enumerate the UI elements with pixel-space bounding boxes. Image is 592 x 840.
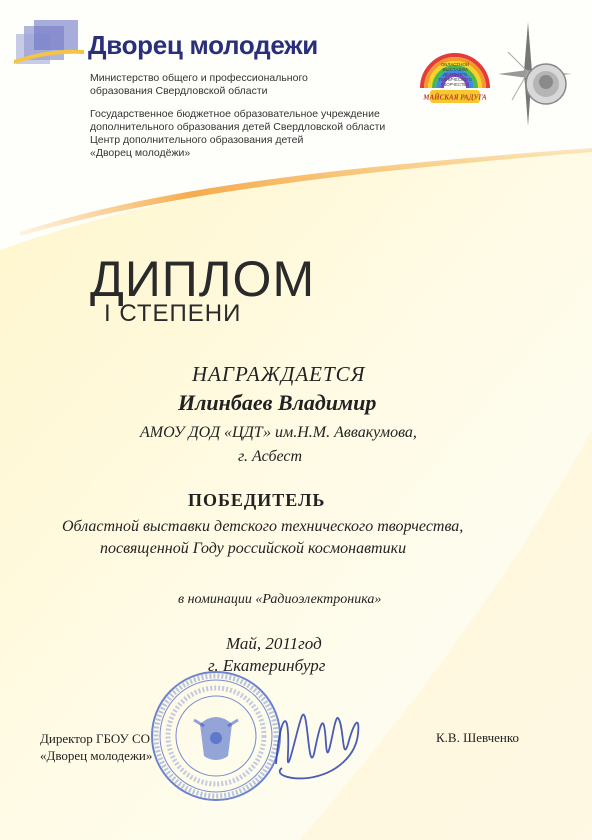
signer-position: Директор ГБОУ СО «Дворец молодежи»	[40, 731, 153, 763]
school-name: АМОУ ДОД «ЦДТ» им.Н.М. Аввакумова,	[140, 424, 417, 441]
diploma-title: ДИПЛОМ	[90, 251, 316, 307]
official-seal-stamp-icon	[148, 668, 284, 804]
organization-name: Дворец молодежи	[88, 30, 318, 60]
svg-text:ДЕТСКОГО: ДЕТСКОГО	[442, 72, 468, 77]
exhibition-line-1: Областной выставки детского технического творчества,	[62, 518, 464, 535]
rainbow-festival-logo-icon	[416, 36, 494, 116]
nomination-text: в номинации «Радиоэлектроника»	[178, 592, 382, 607]
svg-text:ТВОРЧЕСТВА: ТВОРЧЕСТВА	[441, 82, 469, 87]
diploma-degree: I СТЕПЕНИ	[104, 300, 242, 327]
signer-name: К.В. Шевченко	[436, 730, 520, 745]
cosmonaut-emblem-icon	[498, 22, 572, 126]
institution-text: Государственное бюджетное образовательное учреждение дополнительного образования детей Свердловской области Центр дополнительного образования детей «Дворец молодёжи»	[90, 108, 386, 159]
festival-ribbon-text: МАЙСКАЯ РАДУГА	[423, 93, 487, 102]
school-city: г. Асбест	[238, 448, 303, 465]
svg-text:ТЕХНИЧЕСКОГО: ТЕХНИЧЕСКОГО	[438, 77, 472, 82]
svg-text:ВЫСТАВКИ: ВЫСТАВКИ	[442, 67, 468, 72]
diploma-city: г. Екатеринбург	[208, 656, 326, 675]
recipient-name: Илинбаев Владимир	[178, 390, 377, 415]
result-title: ПОБЕДИТЕЛЬ	[188, 490, 326, 510]
handwritten-signature-icon	[268, 694, 368, 790]
ministry-text: Министерство общего и профессионального образования Свердловской области	[90, 72, 308, 97]
svg-text:ОБЛАСТНОЙ: ОБЛАСТНОЙ	[440, 62, 470, 67]
awarded-label: НАГРАЖДАЕТСЯ	[192, 362, 366, 386]
exhibition-line-2: посвященной Году российской космонавтики	[100, 540, 407, 557]
diploma-date: Май, 2011год	[226, 634, 322, 653]
dvorets-logo-icon	[14, 20, 84, 66]
